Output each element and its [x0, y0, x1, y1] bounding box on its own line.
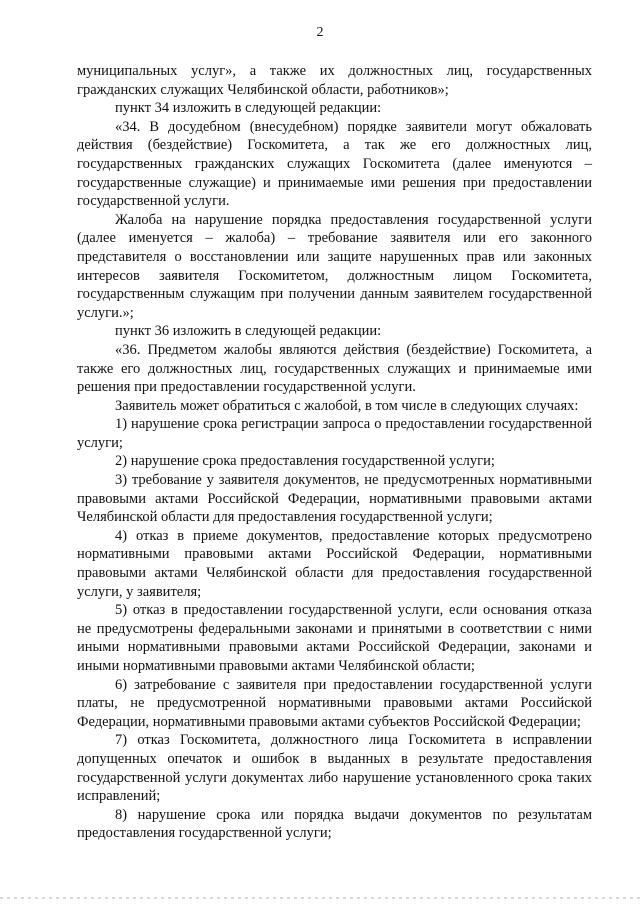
list-item-5: 5) отказ в предоставлении государственной услуги, если основания отказа не предусмотрены федеральными законами и принятыми в соответствии с ними иными нормативными правовыми актами Российской Федерации, законами и иными нормативными правовыми актами Челябинской области; [77, 602, 592, 674]
page-number: 2 [316, 25, 324, 40]
scan-artifact-line [0, 897, 640, 899]
paragraph-complaint-definition: Жалоба на нарушение порядка предоставления государственной услуги (далее именуется – жалоба) – требование заявителя или его законного представителя о восстановлении или защите нарушенных прав или законных интересов заявителя Госкомитетом, должностным лицом Госкомитета, государственным служащим при получении данным заявителем государственной услуги.»; [77, 211, 592, 321]
paragraph-continuation: муниципальных услуг», а также их должностных лиц, государственных гражданских служащих Челябинской области, работников»; [77, 63, 592, 98]
list-item-2: 2) нарушение срока предоставления государственной услуги; [115, 453, 495, 470]
paragraph-amend-point-34: пункт 34 изложить в следующей редакции: [115, 100, 382, 117]
paragraph-point-36: «36. Предметом жалобы являются действия (бездействие) Госкомитета, а также его должностных лиц, государственных служащих и принимаемые ими решения при предоставлении государственной услуги. [77, 341, 592, 396]
paragraph-cases-intro: Заявитель может обратиться с жалобой, в том числе в следующих случаях: [115, 397, 579, 414]
list-item-4: 4) отказ в приеме документов, предоставление которых предусмотрено нормативными правовыми актами Российской Федерации, нормативными правовыми актами Челябинской области для предоставления государственной услуги, у заявителя; [77, 527, 592, 600]
paragraph-point-34: «34. В досудебном (внесудебном) порядке заявители могут обжаловать действия (бездействие) Госкомитета, а так же его должностных лиц, государственных гражданских служащих Госкомитета (далее именуются – государственные служащие) и принимаемые ими решения при предоставлении государственной услуги. [77, 118, 592, 210]
list-item-1: 1) нарушение срока регистрации запроса о предоставлении государственной услуги; [77, 416, 592, 451]
list-item-7: 7) отказ Госкомитета, должностного лица Госкомитета в исправлении допущенных опечаток и ошибок в выданных в результате предоставления государственной услуги документах либо нарушение установленного срока таких исправлений; [77, 732, 592, 805]
list-item-6: 6) затребование с заявителя при предоставлении государственной услуги платы, не предусмотренной нормативными правовыми актами Российской Федерации, нормативными правовыми актами субъектов Российской Федерации; [77, 676, 592, 730]
list-item-3: 3) требование у заявителя документов, не предусмотренных нормативными правовыми актами Российской Федерации, нормативными правовыми актами Челябинской области для предоставления государственной услуги; [77, 472, 592, 526]
paragraph-amend-point-36: пункт 36 изложить в следующей редакции: [115, 323, 382, 340]
list-item-8: 8) нарушение срока или порядка выдачи документов по результатам предоставления государственной услуги; [77, 806, 592, 842]
document-body [77, 62, 592, 843]
